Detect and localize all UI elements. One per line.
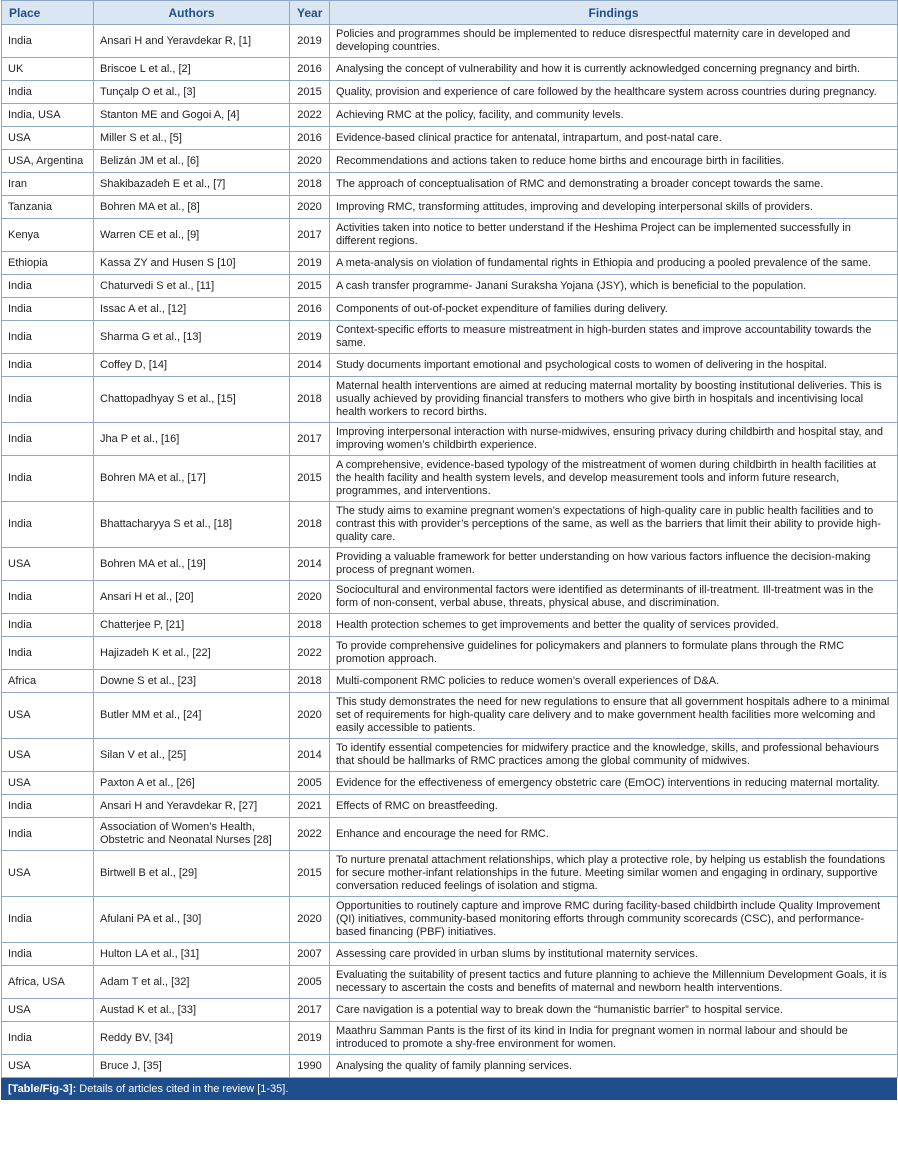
cell-year: 2015 [290, 81, 330, 104]
cell-authors: Butler MM et al., [24] [94, 693, 290, 739]
cell-year: 2020 [290, 196, 330, 219]
table-row [2, 298, 898, 321]
cell-authors: Tunçalp O et al., [3] [94, 81, 290, 104]
table-row [2, 354, 898, 377]
cell-year: 2018 [290, 614, 330, 637]
table-row [2, 548, 898, 581]
cell-year: 2014 [290, 548, 330, 581]
cell-findings: Maathru Samman Pants is the first of its kind in India for pregnant women in normal labour and should be introduced to promote a shy-free environment for women. [330, 1022, 898, 1055]
cell-authors: Chaturvedi S et al., [11] [94, 275, 290, 298]
cell-findings: Evaluating the suitability of present tactics and future planning to achieve the Millennium Development Goals, it is necessary to ascertain the costs and benefits of maternal and newborn health interventions. [330, 966, 898, 999]
cell-findings: Evidence for the effectiveness of emergency obstetric care (EmOC) interventions in reducing maternal mortality. [330, 772, 898, 795]
cell-place: India [2, 275, 94, 298]
cell-year: 2020 [290, 897, 330, 943]
cell-place: India [2, 456, 94, 502]
cell-findings: Activities taken into notice to better understand if the Heshima Project can be implemented successfully in different regions. [330, 219, 898, 252]
cell-authors: Birtwell B et al., [29] [94, 851, 290, 897]
cell-year: 2005 [290, 772, 330, 795]
cell-year: 2018 [290, 502, 330, 548]
cell-year: 2020 [290, 693, 330, 739]
table-row [2, 502, 898, 548]
cell-authors: Chatterjee P, [21] [94, 614, 290, 637]
table-caption [1, 1078, 897, 1100]
cell-place: USA [2, 772, 94, 795]
cell-year: 2019 [290, 252, 330, 275]
cell-place: USA [2, 548, 94, 581]
cell-authors: Austad K et al., [33] [94, 999, 290, 1022]
cell-findings: Quality, provision and experience of care followed by the healthcare system across countries during pregnancy. [330, 81, 898, 104]
cell-findings: Recommendations and actions taken to reduce home births and encourage birth in facilities. [330, 150, 898, 173]
table-row [2, 614, 898, 637]
table-row [2, 772, 898, 795]
cell-place: Africa, USA [2, 966, 94, 999]
table-row [2, 999, 898, 1022]
cell-place: India [2, 614, 94, 637]
cell-findings: Assessing care provided in urban slums by institutional maternity services. [330, 943, 898, 966]
cell-findings: Multi-component RMC policies to reduce women’s overall experiences of D&A. [330, 670, 898, 693]
cell-authors: Coffey D, [14] [94, 354, 290, 377]
cell-year: 2020 [290, 150, 330, 173]
cell-authors: Hulton LA et al., [31] [94, 943, 290, 966]
cell-year: 2018 [290, 173, 330, 196]
cell-authors: Ansari H et al., [20] [94, 581, 290, 614]
table-row [2, 196, 898, 219]
cell-year: 2015 [290, 851, 330, 897]
cell-findings: The approach of conceptualisation of RMC and demonstrating a broader concept towards the same. [330, 173, 898, 196]
cell-authors: Briscoe L et al., [2] [94, 58, 290, 81]
cell-place: India, USA [2, 104, 94, 127]
cell-authors: Bhattacharyya S et al., [18] [94, 502, 290, 548]
table-row [2, 1022, 898, 1055]
cell-year: 1990 [290, 1055, 330, 1078]
table-body [2, 25, 898, 1078]
cell-findings: To nurture prenatal attachment relationships, which play a protective role, by helping us establish the foundations for secure mother-infant relationships in the future. Meeting similar women and engaging in ordinary, supportive conversation reduced feelings of isolation and stigma. [330, 851, 898, 897]
cell-place: India [2, 818, 94, 851]
articles-table [1, 0, 898, 1078]
cell-year: 2019 [290, 25, 330, 58]
table-row [2, 377, 898, 423]
cell-findings: Analysing the concept of vulnerability and how it is currently acknowledged concerning pregnancy and birth. [330, 58, 898, 81]
cell-year: 2016 [290, 298, 330, 321]
header-year: Year [290, 1, 330, 25]
table-row [2, 275, 898, 298]
cell-findings: Care navigation is a potential way to break down the “humanistic barrier” to hospital service. [330, 999, 898, 1022]
cell-authors: Issac A et al., [12] [94, 298, 290, 321]
cell-authors: Bohren MA et al., [19] [94, 548, 290, 581]
cell-place: USA [2, 127, 94, 150]
cell-place: India [2, 581, 94, 614]
cell-findings: A cash transfer programme- Janani Suraksha Yojana (JSY), which is beneficial to the population. [330, 275, 898, 298]
cell-authors: Silan V et al., [25] [94, 739, 290, 772]
cell-findings: Maternal health interventions are aimed at reducing maternal mortality by boosting institutional deliveries. This is usually achieved by providing financial transfers to mothers who give birth in hospitals and incentivising local health workers to record births. [330, 377, 898, 423]
header-authors: Authors [94, 1, 290, 25]
table-row [2, 219, 898, 252]
cell-place: Africa [2, 670, 94, 693]
table-row [2, 81, 898, 104]
cell-authors: Adam T et al., [32] [94, 966, 290, 999]
cell-year: 2015 [290, 275, 330, 298]
cell-place: India [2, 321, 94, 354]
cell-authors: Reddy BV, [34] [94, 1022, 290, 1055]
table-row [2, 423, 898, 456]
cell-year: 2018 [290, 377, 330, 423]
cell-findings: Improving RMC, transforming attitudes, improving and developing interpersonal skills of providers. [330, 196, 898, 219]
cell-authors: Shakibazadeh E et al., [7] [94, 173, 290, 196]
table-row [2, 150, 898, 173]
cell-findings: To identify essential competencies for midwifery practice and the knowledge, skills, and professional behaviours that should be hallmarks of RMC practices among the global community of midwives. [330, 739, 898, 772]
cell-findings: Providing a valuable framework for better understanding on how various factors influence the decision-making process of pregnant women. [330, 548, 898, 581]
table-row [2, 173, 898, 196]
table-row [2, 739, 898, 772]
cell-authors: Warren CE et al., [9] [94, 219, 290, 252]
cell-authors: Chattopadhyay S et al., [15] [94, 377, 290, 423]
cell-place: India [2, 943, 94, 966]
cell-place: India [2, 502, 94, 548]
cell-findings: Sociocultural and environmental factors were identified as determinants of ill-treatment. Ill-treatment was in the form of non-consent, verbal abuse, threats, physical abuse, and discrimination. [330, 581, 898, 614]
cell-year: 2014 [290, 354, 330, 377]
cell-year: 2015 [290, 456, 330, 502]
cell-authors: Bohren MA et al., [17] [94, 456, 290, 502]
cell-findings: Analysing the quality of family planning services. [330, 1055, 898, 1078]
table-row [2, 321, 898, 354]
cell-year: 2020 [290, 581, 330, 614]
cell-year: 2019 [290, 1022, 330, 1055]
cell-findings: Effects of RMC on breastfeeding. [330, 795, 898, 818]
cell-authors: Afulani PA et al., [30] [94, 897, 290, 943]
cell-authors: Belizán JM et al., [6] [94, 150, 290, 173]
cell-place: India [2, 795, 94, 818]
caption-label: [Table/Fig-3]: [8, 1083, 77, 1095]
cell-authors: Sharma G et al., [13] [94, 321, 290, 354]
cell-authors: Downe S et al., [23] [94, 670, 290, 693]
cell-year: 2005 [290, 966, 330, 999]
cell-year: 2022 [290, 818, 330, 851]
table-header-row [2, 1, 898, 25]
cell-findings: Enhance and encourage the need for RMC. [330, 818, 898, 851]
cell-place: Ethiopia [2, 252, 94, 275]
cell-place: India [2, 423, 94, 456]
table-row [2, 456, 898, 502]
table-row [2, 1055, 898, 1078]
header-findings: Findings [330, 1, 898, 25]
table-row [2, 670, 898, 693]
cell-authors: Bruce J, [35] [94, 1055, 290, 1078]
table-row [2, 851, 898, 897]
cell-year: 2017 [290, 219, 330, 252]
cell-year: 2017 [290, 999, 330, 1022]
cell-findings: Context-specific efforts to measure mistreatment in high-burden states and improve accountability towards the same. [330, 321, 898, 354]
cell-place: India [2, 354, 94, 377]
cell-findings: Improving interpersonal interaction with nurse-midwives, ensuring privacy during childbirth and hospital stay, and improving women’s childbirth experience. [330, 423, 898, 456]
cell-authors: Jha P et al., [16] [94, 423, 290, 456]
cell-place: USA [2, 693, 94, 739]
cell-authors: Association of Women’s Health, Obstetric and Neonatal Nurses [28] [94, 818, 290, 851]
cell-place: India [2, 637, 94, 670]
cell-authors: Miller S et al., [5] [94, 127, 290, 150]
cell-findings: The study aims to examine pregnant women’s expectations of high-quality care in public health facilities and to contrast this with provider’s perceptions of the same, as well as the barriers that limit their ability to provide high-quality care. [330, 502, 898, 548]
cell-place: USA [2, 851, 94, 897]
cell-authors: Stanton ME and Gogoi A, [4] [94, 104, 290, 127]
table-row [2, 637, 898, 670]
cell-findings: Health protection schemes to get improvements and better the quality of services provided. [330, 614, 898, 637]
table-row [2, 693, 898, 739]
table-row [2, 127, 898, 150]
cell-findings: Components of out-of-pocket expenditure of families during delivery. [330, 298, 898, 321]
table-row [2, 58, 898, 81]
cell-place: Tanzania [2, 196, 94, 219]
table-row [2, 966, 898, 999]
cell-year: 2016 [290, 58, 330, 81]
header-place: Place [2, 1, 94, 25]
table-row [2, 25, 898, 58]
cell-year: 2007 [290, 943, 330, 966]
cell-findings: A comprehensive, evidence-based typology of the mistreatment of women during childbirth in health facilities at the health facility and health system levels, and develop measurement tools and inform future research, programmes, and interventions. [330, 456, 898, 502]
cell-place: UK [2, 58, 94, 81]
cell-authors: Bohren MA et al., [8] [94, 196, 290, 219]
cell-place: India [2, 1022, 94, 1055]
cell-place: USA [2, 739, 94, 772]
cell-authors: Kassa ZY and Husen S [10] [94, 252, 290, 275]
cell-authors: Ansari H and Yeravdekar R, [27] [94, 795, 290, 818]
cell-place: USA, Argentina [2, 150, 94, 173]
cell-place: Iran [2, 173, 94, 196]
cell-year: 2022 [290, 637, 330, 670]
table-row [2, 943, 898, 966]
cell-year: 2018 [290, 670, 330, 693]
cell-authors: Hajizadeh K et al., [22] [94, 637, 290, 670]
table-row [2, 581, 898, 614]
table-row [2, 104, 898, 127]
cell-findings: A meta-analysis on violation of fundamental rights in Ethiopia and producing a pooled prevalence of the same. [330, 252, 898, 275]
cell-place: USA [2, 999, 94, 1022]
cell-authors: Ansari H and Yeravdekar R, [1] [94, 25, 290, 58]
cell-year: 2016 [290, 127, 330, 150]
cell-findings: Evidence-based clinical practice for antenatal, intrapartum, and post-natal care. [330, 127, 898, 150]
cell-place: India [2, 897, 94, 943]
cell-year: 2022 [290, 104, 330, 127]
cell-place: India [2, 298, 94, 321]
cell-findings: Policies and programmes should be implemented to reduce disrespectful maternity care in developed and developing countries. [330, 25, 898, 58]
cell-findings: This study demonstrates the need for new regulations to ensure that all government hospitals adhere to a minimal set of requirements for high-quality care delivery and to make government health facilities more welcoming and easily accessible to patients. [330, 693, 898, 739]
cell-findings: Opportunities to routinely capture and improve RMC during facility-based childbirth include Quality Improvement (QI) initiatives, community-based monitoring efforts through community scorecards (CSC), and performance-based financing (PBF) initiatives. [330, 897, 898, 943]
cell-findings: Achieving RMC at the policy, facility, and community levels. [330, 104, 898, 127]
table-row [2, 252, 898, 275]
cell-year: 2014 [290, 739, 330, 772]
cell-place: Kenya [2, 219, 94, 252]
table-row [2, 818, 898, 851]
table-row [2, 795, 898, 818]
cell-place: USA [2, 1055, 94, 1078]
table-container [1, 0, 897, 1100]
caption-text: Details of articles cited in the review [1-35]. [79, 1083, 289, 1095]
cell-year: 2017 [290, 423, 330, 456]
cell-place: India [2, 81, 94, 104]
cell-year: 2021 [290, 795, 330, 818]
cell-place: India [2, 25, 94, 58]
table-row [2, 897, 898, 943]
cell-findings: To provide comprehensive guidelines for policymakers and planners to formulate plans through the RMC promotion approach. [330, 637, 898, 670]
cell-authors: Paxton A et al., [26] [94, 772, 290, 795]
cell-place: India [2, 377, 94, 423]
cell-year: 2019 [290, 321, 330, 354]
cell-findings: Study documents important emotional and psychological costs to women of delivering in the hospital. [330, 354, 898, 377]
